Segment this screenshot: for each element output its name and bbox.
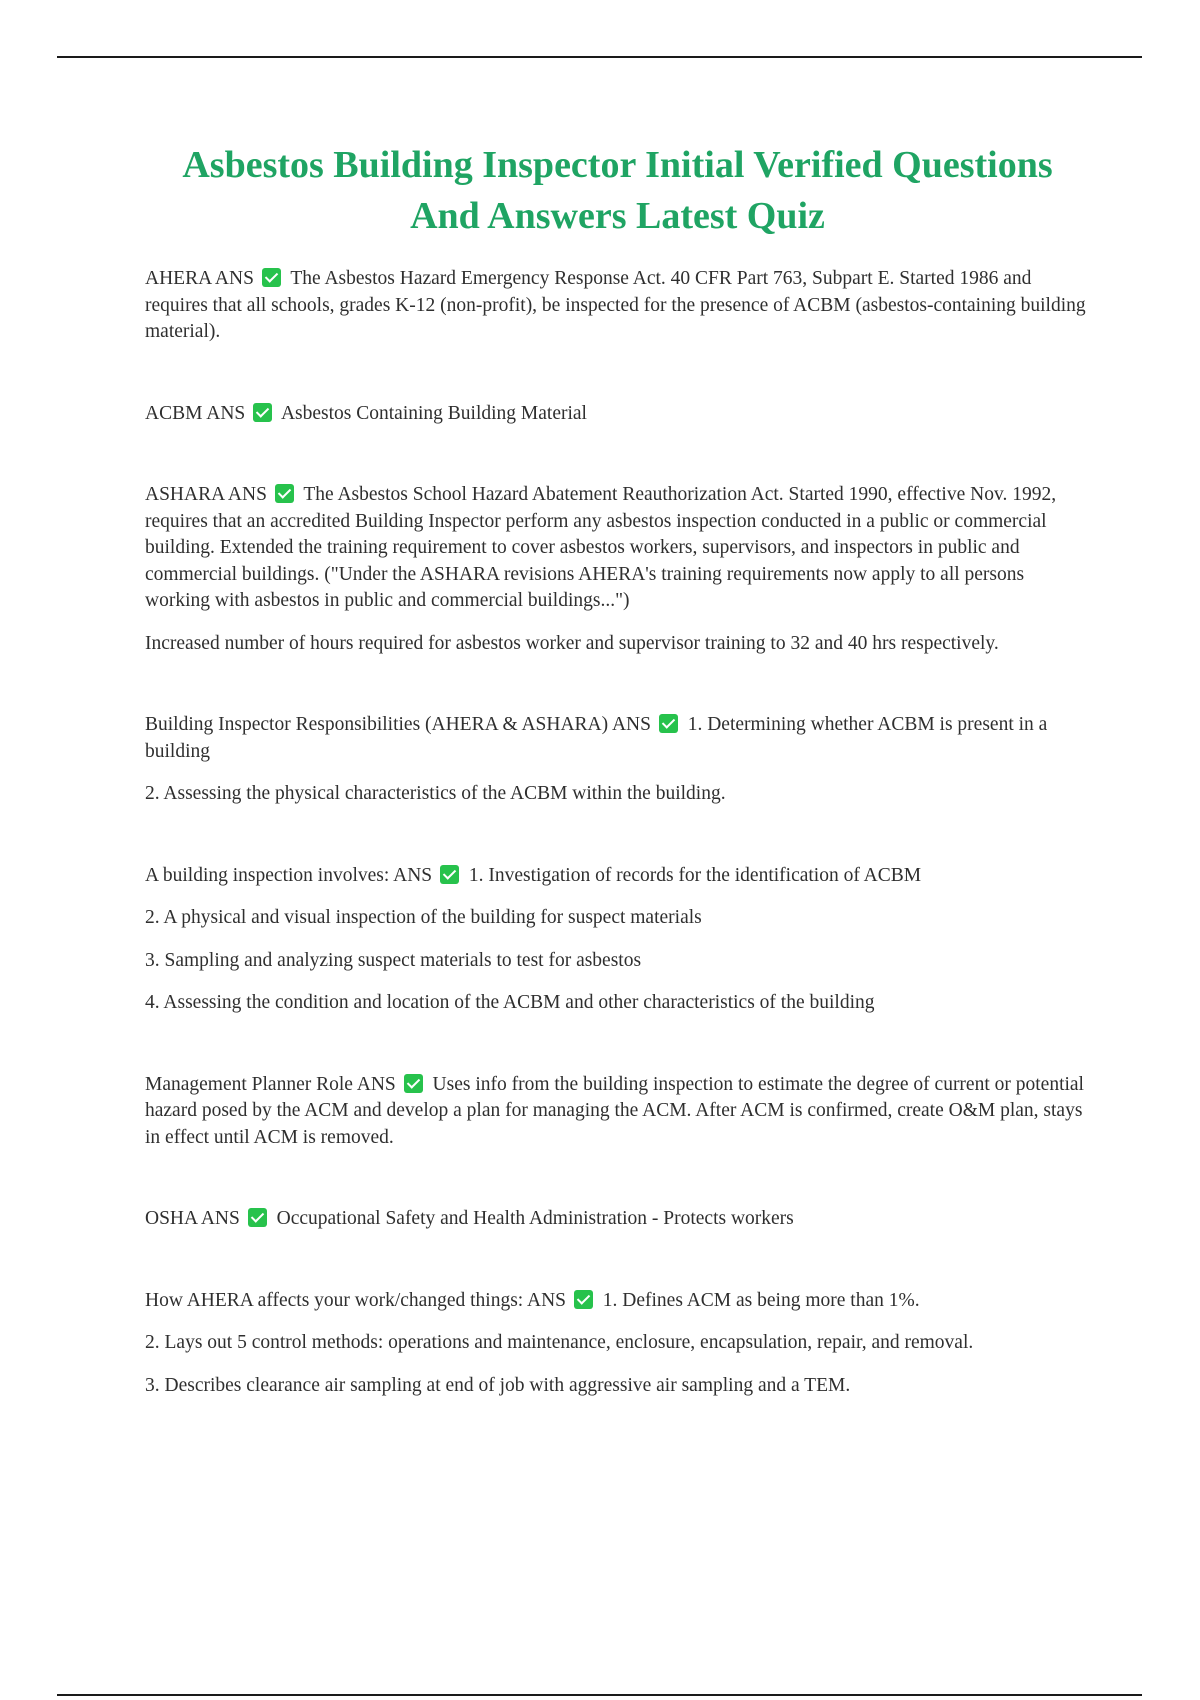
qa-list xyxy=(145,266,1090,1399)
top-divider xyxy=(57,56,1142,58)
check-mark-icon xyxy=(574,1290,593,1309)
qa-entry-building-inspection xyxy=(145,863,1090,1017)
answer-continuation: 2. Assessing the physical characteristics of the ACBM within the building. xyxy=(145,783,726,804)
question-term: How AHERA affects your work/changed things: xyxy=(145,1289,524,1311)
answer-text: 1. Investigation of records for the identification of ACBM xyxy=(468,864,922,886)
qa-entry-management-planner xyxy=(145,1072,1090,1152)
check-mark-icon xyxy=(248,1208,267,1227)
question-term: Management Planner Role xyxy=(145,1073,353,1095)
answer-text: The Asbestos School Hazard Abatement Reauthorization Act. Started 1990, effective Nov. 1992, requires that an accredited Building Inspector perform any asbestos inspection conducted in a public or commercial building. Extended the training requirement to cover asbestos workers, supervisors, and inspectors in public and commercial buildings. ("Under the ASHARA revisions AHERA's training requirements now apply to all persons working with asbestos in public and commercial buildings...") xyxy=(145,484,1057,611)
check-mark-icon xyxy=(262,268,281,287)
answer-continuation: Increased number of hours required for asbestos worker and supervisor training to 32 and 40 hrs respectively. xyxy=(145,632,999,654)
answer-marker: ANS xyxy=(393,864,433,886)
bottom-divider xyxy=(57,1694,1142,1696)
answer-marker: ANS xyxy=(206,402,246,424)
qa-line xyxy=(145,1288,1090,1315)
answer-text: 1. Defines ACM as being more than 1%. xyxy=(602,1289,920,1311)
answer-text: Occupational Safety and Health Administration - Protects workers xyxy=(276,1208,794,1229)
check-mark-icon xyxy=(404,1074,423,1093)
answer-marker: ANS xyxy=(356,1073,396,1095)
qa-entry-acbm xyxy=(145,401,1090,428)
qa-line xyxy=(145,863,1090,890)
document-page xyxy=(145,140,1090,1399)
qa-entry-ahera xyxy=(145,266,1090,346)
qa-line xyxy=(145,401,1090,428)
check-mark-icon xyxy=(275,484,294,503)
answer-continuation: 2. Lays out 5 control methods: operations and maintenance, enclosure, encapsulation, repair, and removal. xyxy=(145,1332,974,1353)
qa-line xyxy=(145,1206,1090,1233)
qa-entry-ahera-effects xyxy=(145,1288,1090,1400)
question-term: ACBM xyxy=(145,402,203,424)
answer-text: Uses info from the building inspection to estimate the degree of current or potential hazard posed by the ACM and develop a plan for managing the ACM. After ACM is confirmed, create O&M plan, stays in effect until ACM is removed. xyxy=(145,1073,1084,1148)
qa-line xyxy=(145,712,1090,765)
check-mark-icon xyxy=(253,403,272,422)
question-term: AHERA xyxy=(145,268,212,289)
answer-marker: ANS xyxy=(227,484,267,505)
question-term: Building Inspector Responsibilities (AHERA & ASHARA) xyxy=(145,714,609,735)
qa-entry-osha xyxy=(145,1206,1090,1233)
check-mark-icon xyxy=(659,714,678,733)
qa-line xyxy=(145,266,1090,346)
question-term: ASHARA xyxy=(145,484,225,505)
qa-line xyxy=(145,482,1090,615)
qa-line xyxy=(145,1072,1090,1152)
answer-marker: ANS xyxy=(527,1289,567,1311)
answer-text: Asbestos Containing Building Material xyxy=(280,402,587,424)
answer-text: The Asbestos Hazard Emergency Response Act. 40 CFR Part 763, Subpart E. Started 1986 and requires that all schools, grades K-12 (non-profit), be inspected for the presence of ACBM (asbestos-containing building material). xyxy=(145,268,1086,342)
answer-continuation: 2. A physical and visual inspection of the building for suspect materials xyxy=(145,907,702,928)
answer-marker: ANS xyxy=(200,1208,240,1229)
answer-marker: ANS xyxy=(214,268,254,289)
check-mark-icon xyxy=(440,865,459,884)
answer-continuation: 3. Describes clearance air sampling at end of job with aggressive air sampling and a TEM. xyxy=(145,1374,851,1396)
question-term: A building inspection involves: xyxy=(145,864,390,886)
qa-entry-inspector-responsibilities xyxy=(145,712,1090,808)
question-term: OSHA xyxy=(145,1208,198,1229)
answer-continuation: 3. Sampling and analyzing suspect materials to test for asbestos xyxy=(145,949,642,971)
answer-text: 1. Determining whether ACBM is present in a building xyxy=(145,714,1048,762)
document-title: Asbestos Building Inspector Initial Verified Questions And Answers Latest Quiz xyxy=(182,144,1053,237)
qa-entry-ashara xyxy=(145,482,1090,657)
answer-continuation: 4. Assessing the condition and location of the ACBM and other characteristics of the building xyxy=(145,992,875,1013)
answer-marker: ANS xyxy=(611,714,651,735)
